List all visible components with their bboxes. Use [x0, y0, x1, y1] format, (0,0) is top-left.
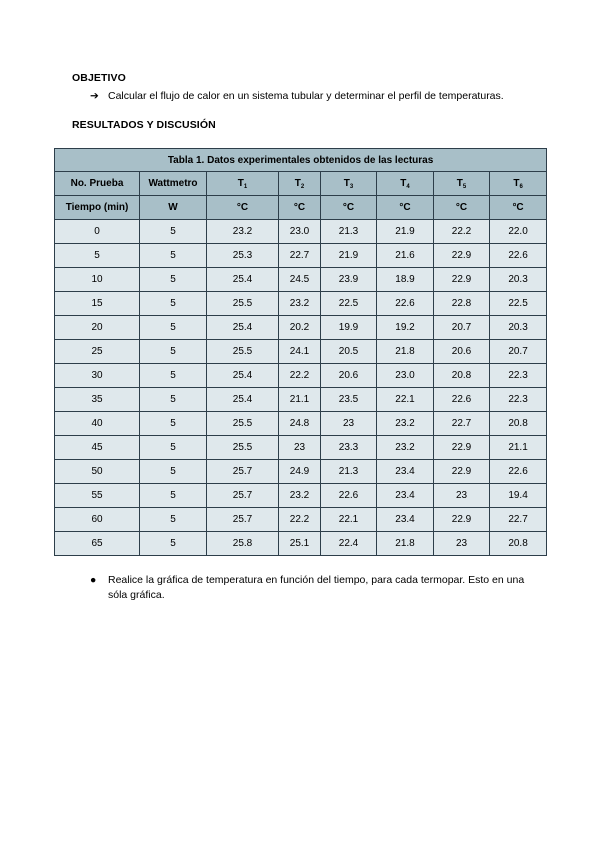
table-cell: 25.7 [207, 484, 279, 508]
table-row [55, 436, 547, 460]
objective-text: Calcular el flujo de calor en un sistema tubular y determinar el perfil de temperaturas. [108, 90, 504, 102]
table-cell: 22.2 [279, 364, 321, 388]
table-cell: 18.9 [377, 268, 434, 292]
arrow-icon: ➔ [90, 90, 99, 102]
table-cell: 22.1 [377, 388, 434, 412]
unit-header: °C [321, 196, 377, 220]
table-cell: 5 [140, 532, 207, 556]
column-header-subscript: 3 [349, 183, 354, 190]
column-header-label: T [456, 177, 463, 189]
table-cell: 22.3 [490, 364, 547, 388]
table-cell: 20.8 [434, 364, 490, 388]
table-cell: 23.4 [377, 508, 434, 532]
table-caption [55, 149, 547, 172]
column-header-subscript: 5 [462, 183, 467, 190]
table-cell: 55 [55, 484, 140, 508]
table-row [55, 484, 547, 508]
table-cell: 19.4 [490, 484, 547, 508]
column-header-label: T [237, 177, 244, 189]
table-cell: 21.8 [377, 532, 434, 556]
column-header-label: T [513, 177, 520, 189]
column-header-subscript: 2 [300, 183, 305, 190]
table-cell: 20.5 [321, 340, 377, 364]
table-cell: 10 [55, 268, 140, 292]
table-cell: 22.6 [490, 244, 547, 268]
column-header-label: Wattmetro [148, 178, 198, 189]
table-cell: 23 [434, 484, 490, 508]
table-cell: 22.4 [321, 532, 377, 556]
table-cell: 5 [140, 316, 207, 340]
table-row [55, 316, 547, 340]
objective-item [90, 90, 504, 102]
table-cell: 25.7 [207, 508, 279, 532]
table-cell: 25.4 [207, 388, 279, 412]
table-cell: 25.3 [207, 244, 279, 268]
results-heading: RESULTADOS Y DISCUSIÓN [72, 119, 216, 131]
table-cell: 22.6 [321, 484, 377, 508]
objective-heading: OBJETIVO [72, 72, 126, 84]
table-cell: 21.1 [279, 388, 321, 412]
table-cell: 19.9 [321, 316, 377, 340]
unit-header: W [140, 196, 207, 220]
table-cell: 23.2 [207, 220, 279, 244]
column-header-label: No. Prueba [70, 178, 124, 189]
column-header [321, 172, 377, 196]
column-header-label: T [343, 177, 350, 189]
table-cell: 22.9 [434, 436, 490, 460]
data-table [54, 148, 547, 556]
table-cell: 20 [55, 316, 140, 340]
table-cell: 5 [140, 244, 207, 268]
table-cell: 22.0 [490, 220, 547, 244]
table-cell: 22.7 [490, 508, 547, 532]
table-cell: 23.4 [377, 484, 434, 508]
table-cell: 23.2 [377, 436, 434, 460]
table-cell: 21.9 [321, 244, 377, 268]
table-cell: 21.1 [490, 436, 547, 460]
table-cell: 20.6 [321, 364, 377, 388]
column-header [140, 172, 207, 196]
table-cell: 22.6 [434, 388, 490, 412]
column-header-subscript: 6 [519, 183, 523, 190]
table-row [55, 268, 547, 292]
unit-header: °C [434, 196, 490, 220]
table-cell: 5 [140, 436, 207, 460]
table-cell: 25.7 [207, 460, 279, 484]
table-cell: 23.0 [377, 364, 434, 388]
table-cell: 23 [321, 412, 377, 436]
column-header [207, 172, 279, 196]
table-cell: 65 [55, 532, 140, 556]
table-cell: 15 [55, 292, 140, 316]
table-cell: 0 [55, 220, 140, 244]
table-cell: 22.5 [490, 292, 547, 316]
table-cell: 22.7 [279, 244, 321, 268]
column-header-subscript: 1 [243, 183, 248, 190]
table-caption-label: Tabla 1. [167, 154, 205, 166]
table-cell: 5 [140, 340, 207, 364]
column-header [434, 172, 490, 196]
table-cell: 23.2 [279, 484, 321, 508]
table-cell: 60 [55, 508, 140, 532]
table-cell: 23.5 [321, 388, 377, 412]
table-cell: 21.8 [377, 340, 434, 364]
table-row [55, 244, 547, 268]
column-header [490, 172, 547, 196]
table-cell: 20.7 [434, 316, 490, 340]
table-cell: 22.2 [279, 508, 321, 532]
table-cell: 23.2 [377, 412, 434, 436]
table-cell: 40 [55, 412, 140, 436]
table-cell: 25.8 [207, 532, 279, 556]
table-body [55, 220, 547, 556]
table-cell: 20.7 [490, 340, 547, 364]
table-cell: 25.5 [207, 292, 279, 316]
table-cell: 5 [140, 460, 207, 484]
table-row [55, 532, 547, 556]
bullet-icon: ● [90, 574, 97, 586]
table-cell: 25.5 [207, 340, 279, 364]
table-row [55, 340, 547, 364]
table-cell: 22.2 [434, 220, 490, 244]
table-cell: 22.9 [434, 508, 490, 532]
table-row [55, 508, 547, 532]
table-cell: 21.3 [321, 220, 377, 244]
table-cell: 45 [55, 436, 140, 460]
table-cell: 22.9 [434, 460, 490, 484]
table-row [55, 364, 547, 388]
table-cell: 23.3 [321, 436, 377, 460]
unit-header: °C [207, 196, 279, 220]
column-header-label: T [294, 177, 301, 189]
table-row [55, 220, 547, 244]
table-cell: 25.5 [207, 412, 279, 436]
table-cell: 23 [279, 436, 321, 460]
table-cell: 24.1 [279, 340, 321, 364]
table-row [55, 412, 547, 436]
instruction-item [90, 573, 540, 603]
table-cell: 24.9 [279, 460, 321, 484]
table-cell: 25.4 [207, 268, 279, 292]
table-cell: 21.6 [377, 244, 434, 268]
table-cell: 22.1 [321, 508, 377, 532]
table-cell: 25.1 [279, 532, 321, 556]
table-cell: 5 [140, 412, 207, 436]
table-cell: 5 [140, 484, 207, 508]
unit-header: Tiempo (min) [55, 196, 140, 220]
table-cell: 23.4 [377, 460, 434, 484]
table-cell: 21.3 [321, 460, 377, 484]
table-cell: 5 [140, 388, 207, 412]
header-row-units [55, 196, 547, 220]
table-cell: 22.7 [434, 412, 490, 436]
table-row [55, 292, 547, 316]
column-header [55, 172, 140, 196]
table-row [55, 460, 547, 484]
table-caption-text: Datos experimentales obtenidos de las lecturas [204, 154, 434, 166]
column-header [377, 172, 434, 196]
table-cell: 50 [55, 460, 140, 484]
table-cell: 21.9 [377, 220, 434, 244]
table-cell: 22.3 [490, 388, 547, 412]
table-cell: 25 [55, 340, 140, 364]
table-cell: 19.2 [377, 316, 434, 340]
table-cell: 25.4 [207, 316, 279, 340]
table-cell: 23.2 [279, 292, 321, 316]
unit-header: °C [490, 196, 547, 220]
column-header-label: T [400, 177, 407, 189]
table-cell: 5 [140, 268, 207, 292]
column-header [279, 172, 321, 196]
table-cell: 22.6 [490, 460, 547, 484]
table-cell: 22.9 [434, 244, 490, 268]
table-cell: 25.5 [207, 436, 279, 460]
table-cell: 20.6 [434, 340, 490, 364]
table-cell: 25.4 [207, 364, 279, 388]
table-cell: 22.8 [434, 292, 490, 316]
table-cell: 35 [55, 388, 140, 412]
table-cell: 20.3 [490, 268, 547, 292]
table-cell: 20.8 [490, 532, 547, 556]
table-cell: 23.0 [279, 220, 321, 244]
header-row-quantity [55, 172, 547, 196]
table-cell: 5 [140, 364, 207, 388]
table-cell: 23 [434, 532, 490, 556]
table-cell: 20.2 [279, 316, 321, 340]
column-header-subscript: 4 [406, 183, 410, 190]
table-row [55, 388, 547, 412]
table-cell: 5 [55, 244, 140, 268]
table-cell: 22.6 [377, 292, 434, 316]
table-cell: 20.3 [490, 316, 547, 340]
table-cell: 22.9 [434, 268, 490, 292]
table-cell: 5 [140, 292, 207, 316]
instruction-text: Realice la gráfica de temperatura en función del tiempo, para cada termopar. Esto en una sóla gráfica. [108, 574, 525, 601]
table-cell: 24.5 [279, 268, 321, 292]
table-cell: 23.9 [321, 268, 377, 292]
unit-header: °C [377, 196, 434, 220]
table-cell: 30 [55, 364, 140, 388]
table-cell: 5 [140, 220, 207, 244]
table-cell: 5 [140, 508, 207, 532]
table-cell: 24.8 [279, 412, 321, 436]
table-cell: 20.8 [490, 412, 547, 436]
table-cell: 22.5 [321, 292, 377, 316]
unit-header: °C [279, 196, 321, 220]
